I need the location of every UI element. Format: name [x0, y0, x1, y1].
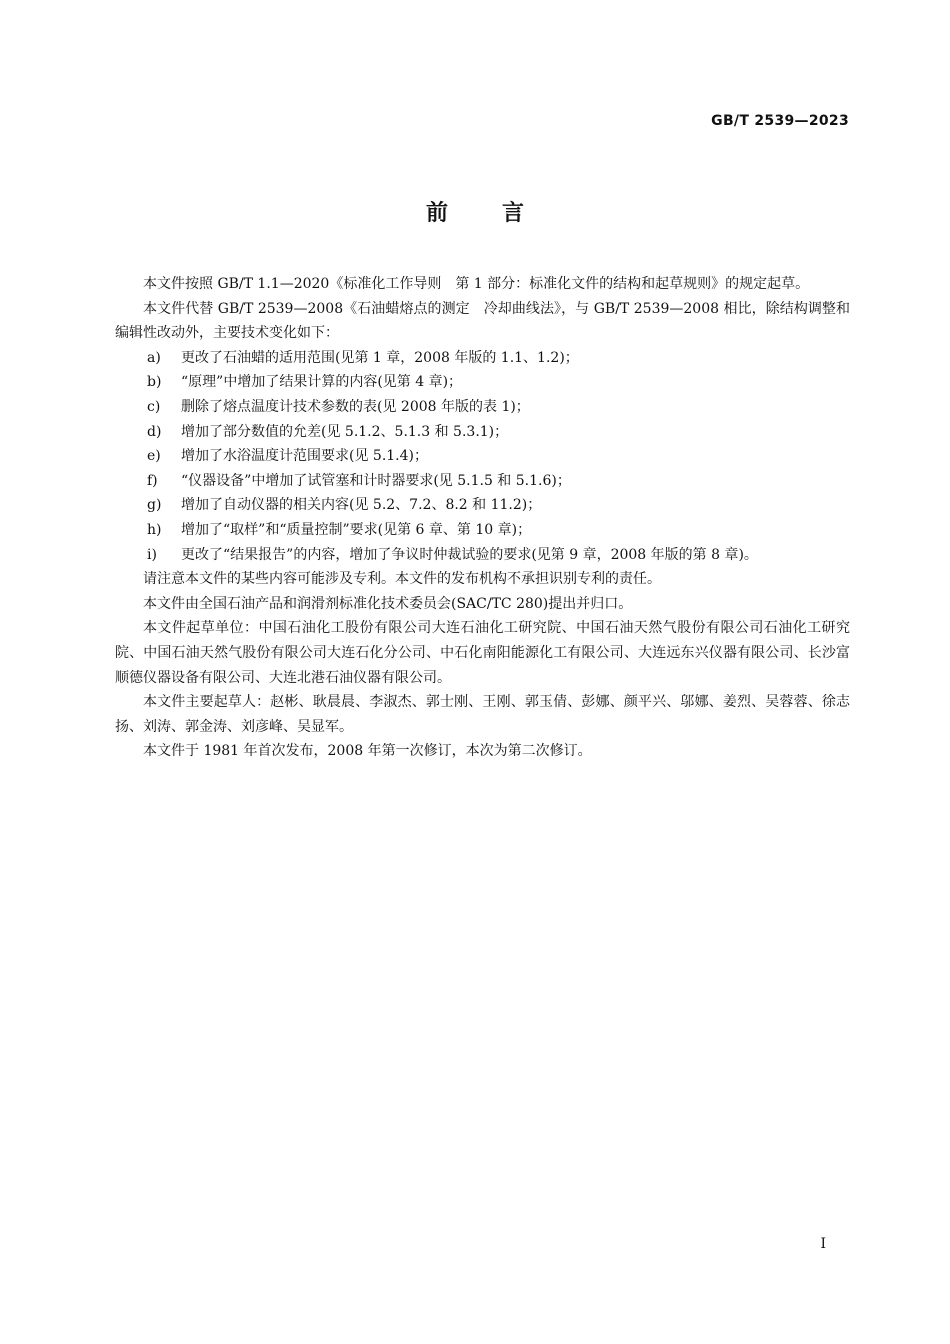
list-item-mark: a) — [147, 349, 161, 366]
list-item-mark: g) — [147, 497, 162, 514]
document-body — [115, 272, 850, 764]
list-item-mark: b) — [147, 374, 162, 391]
paragraph-proposer: 本文件由全国石油产品和润滑剂标准化技术委员会(SAC/TC 280)提出并归口。 — [143, 595, 633, 612]
list-item-mark: h) — [147, 521, 162, 538]
list-item-text: 增加了部分数值的允差(见 5.1.2、5.1.3 和 5.3.1)； — [181, 423, 509, 440]
page-title: 前言 — [425, 201, 578, 226]
paragraph-drafting-units: 本文件起草单位：中国石油化工股份有限公司大连石油化工研究院、中国石油天然气股份有限公司石油化工研究院、中国石油天然气股份有限公司大连石化分公司、中石化南阳能源化工有限公司、大连远东兴仪器有限公司、长沙富顺德仪器设备有限公司、大连北港石油仪器有限公司。 — [115, 620, 850, 686]
list-item-text: 更改了石油蜡的适用范围(见第 1 章，2008 年版的 1.1、1.2)； — [181, 349, 579, 366]
list-item-mark: c) — [147, 398, 161, 415]
paragraph-replacement: 本文件代替 GB/T 2539—2008《石油蜡熔点的测定 冷却曲线法》，与 GB/T 2539—2008 相比，除结构调整和编辑性改动外，主要技术变化如下： — [115, 300, 850, 342]
list-item — [115, 346, 850, 371]
list-item — [115, 370, 850, 395]
list-item-text: “原理”中增加了结果计算的内容(见第 4 章)； — [181, 374, 463, 391]
paragraph-drafting-rules: 本文件按照 GB/T 1.1—2020《标准化工作导则 第 1 部分：标准化文件的结构和起草规则》的规定起草。 — [143, 276, 810, 292]
page-number: I — [820, 1236, 826, 1252]
list-item — [115, 395, 850, 420]
list-item-text: 更改了“结果报告”的内容，增加了争议时仲裁试验的要求(见第 9 章，2008 年版的第 8 章)。 — [181, 546, 758, 563]
list-item-mark: i) — [147, 546, 157, 563]
standard-number: GB/T 2539—2023 — [711, 113, 849, 129]
list-item-mark: f) — [147, 472, 158, 489]
list-item — [115, 444, 850, 469]
list-item — [115, 420, 850, 445]
list-item-text: 增加了水浴温度计范围要求(见 5.1.4)； — [181, 448, 428, 465]
changes-list — [115, 346, 850, 567]
list-item — [115, 493, 850, 518]
list-item — [115, 543, 850, 568]
list-item — [115, 518, 850, 543]
list-item-text: “仪器设备”中增加了试管塞和计时器要求(见 5.1.5 和 5.1.6)； — [181, 472, 571, 489]
paragraph-publication-history: 本文件于 1981 年首次发布，2008 年第一次修订，本次为第二次修订。 — [143, 743, 592, 760]
list-item-text: 增加了“取样”和“质量控制”要求(见第 6 章、第 10 章)； — [181, 521, 532, 538]
list-item-mark: d) — [147, 423, 162, 440]
list-item-text: 删除了熔点温度计技术参数的表(见 2008 年版的表 1)； — [181, 398, 530, 415]
list-item-text: 增加了自动仪器的相关内容(见 5.2、7.2、8.2 和 11.2)； — [181, 497, 542, 514]
list-item — [115, 469, 850, 494]
paragraph-drafters: 本文件主要起草人：赵彬、耿晨晨、李淑杰、郭士刚、王刚、郭玉倩、彭娜、颜平兴、邬娜、姜烈、吴蓉蓉、徐志扬、刘涛、郭金涛、刘彦峰、吴显军。 — [115, 694, 850, 735]
paragraph-patent-notice: 请注意本文件的某些内容可能涉及专利。本文件的发布机构不承担识别专利的责任。 — [143, 571, 661, 588]
list-item-mark: e) — [147, 448, 161, 465]
